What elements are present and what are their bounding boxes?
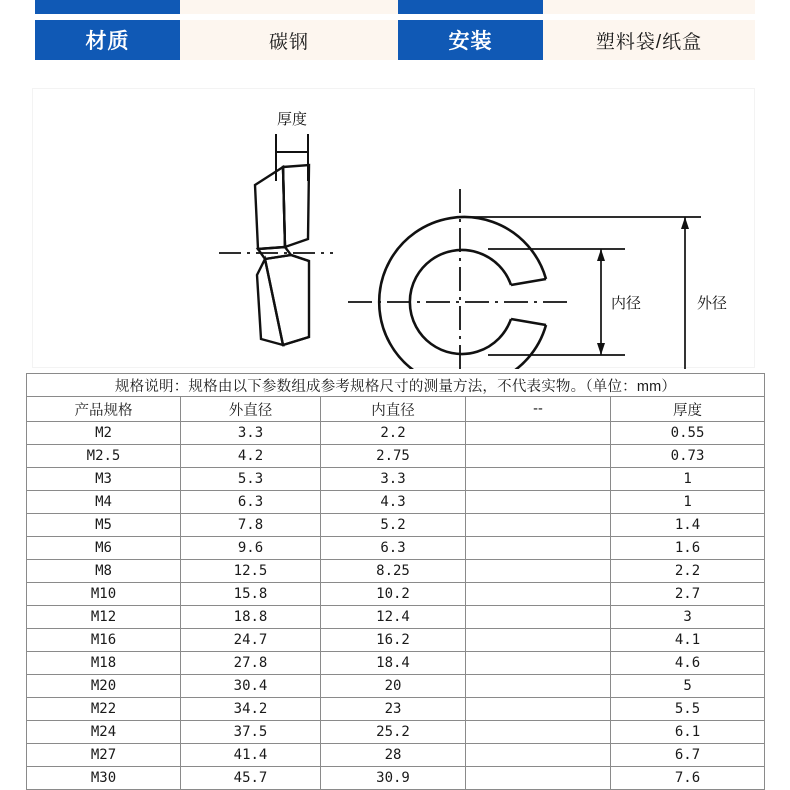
table-cell-value: 4.1 <box>611 629 765 652</box>
table-cell-value <box>466 537 611 560</box>
table-column-header: 外直径 <box>181 397 321 422</box>
spec-value-clipped-2 <box>543 0 755 14</box>
table-cell-value: 2.75 <box>321 445 466 468</box>
table-column-header: 产品规格 <box>27 397 181 422</box>
spec-row-clipped <box>35 0 755 14</box>
table-cell-value: 6.1 <box>611 721 765 744</box>
table-cell-value: 3 <box>611 606 765 629</box>
table-cell-value: 34.2 <box>181 698 321 721</box>
table-row <box>27 560 765 583</box>
spec-key-clipped-2 <box>398 0 543 14</box>
table-cell-value: 5.5 <box>611 698 765 721</box>
table-cell-value: 8.25 <box>321 560 466 583</box>
table-cell-value: 20 <box>321 675 466 698</box>
table-cell-size: M8 <box>27 560 181 583</box>
table-cell-value: 30.4 <box>181 675 321 698</box>
table-cell-size: M6 <box>27 537 181 560</box>
table-row <box>27 445 765 468</box>
table-cell-value: 1.4 <box>611 514 765 537</box>
table-row <box>27 629 765 652</box>
table-cell-value <box>466 767 611 790</box>
table-cell-value: 10.2 <box>321 583 466 606</box>
table-cell-value: 5.3 <box>181 468 321 491</box>
thickness-dimension <box>276 134 308 181</box>
spring-washer-diagram <box>33 89 756 369</box>
table-cell-value: 23 <box>321 698 466 721</box>
table-row <box>27 698 765 721</box>
table-cell-value <box>466 652 611 675</box>
table-cell-value: 5 <box>611 675 765 698</box>
table-cell-value <box>466 675 611 698</box>
table-cell-size: M27 <box>27 744 181 767</box>
table-cell-value: 4.2 <box>181 445 321 468</box>
spec-key-clipped-1 <box>35 0 180 14</box>
table-note-row <box>27 374 765 397</box>
table-cell-value: 1 <box>611 468 765 491</box>
table-cell-value: 5.2 <box>321 514 466 537</box>
table-cell-size: M22 <box>27 698 181 721</box>
spec-value-clipped-1 <box>180 0 398 14</box>
table-cell-value: 9.6 <box>181 537 321 560</box>
table-row <box>27 514 765 537</box>
spec-key-install: 安装 <box>398 20 543 60</box>
table-row <box>27 721 765 744</box>
table-cell-value: 0.73 <box>611 445 765 468</box>
table-cell-value: 0.55 <box>611 422 765 445</box>
table-cell-value: 16.2 <box>321 629 466 652</box>
table-cell-value: 2.2 <box>321 422 466 445</box>
table-cell-value: 18.8 <box>181 606 321 629</box>
table-cell-value: 18.4 <box>321 652 466 675</box>
table-cell-size: M2.5 <box>27 445 181 468</box>
table-cell-size: M4 <box>27 491 181 514</box>
washer-diagram-panel <box>32 88 755 368</box>
table-cell-value <box>466 698 611 721</box>
table-header-row <box>27 397 765 422</box>
table-cell-value: 2.7 <box>611 583 765 606</box>
table-cell-value: 7.6 <box>611 767 765 790</box>
table-cell-value: 27.8 <box>181 652 321 675</box>
table-cell-size: M20 <box>27 675 181 698</box>
table-cell-value <box>466 468 611 491</box>
outer-diameter-label: 外径 <box>697 295 728 312</box>
table-cell-size: M16 <box>27 629 181 652</box>
table-cell-value: 28 <box>321 744 466 767</box>
table-cell-value: 45.7 <box>181 767 321 790</box>
thickness-label: 厚度 <box>276 111 308 128</box>
table-cell-value <box>466 491 611 514</box>
table-cell-size: M2 <box>27 422 181 445</box>
table-row <box>27 422 765 445</box>
table-cell-value: 6.7 <box>611 744 765 767</box>
table-column-header: -- <box>466 397 611 422</box>
table-cell-size: M12 <box>27 606 181 629</box>
table-cell-size: M18 <box>27 652 181 675</box>
table-cell-value <box>466 721 611 744</box>
table-cell-value: 4.3 <box>321 491 466 514</box>
spec-banner <box>35 0 755 66</box>
table-cell-value <box>466 583 611 606</box>
table-cell-value: 4.6 <box>611 652 765 675</box>
table-cell-size: M30 <box>27 767 181 790</box>
table-row <box>27 606 765 629</box>
table-row <box>27 652 765 675</box>
table-cell-value: 24.7 <box>181 629 321 652</box>
table-cell-value: 41.4 <box>181 744 321 767</box>
table-row <box>27 675 765 698</box>
table-cell-value: 7.8 <box>181 514 321 537</box>
table-row <box>27 468 765 491</box>
table-cell-value <box>466 560 611 583</box>
washer-side-view <box>255 165 309 345</box>
table-note: 规格说明：规格由以下参数组成参考规格尺寸的测量方法，不代表实物。（单位：mm） <box>27 374 765 397</box>
table-cell-value: 37.5 <box>181 721 321 744</box>
table-cell-size: M10 <box>27 583 181 606</box>
table-cell-value: 3.3 <box>321 468 466 491</box>
washer-front-view <box>379 217 546 369</box>
table-cell-value: 1 <box>611 491 765 514</box>
table-cell-size: M24 <box>27 721 181 744</box>
table-cell-value: 12.4 <box>321 606 466 629</box>
table-cell-size: M3 <box>27 468 181 491</box>
table-cell-value: 15.8 <box>181 583 321 606</box>
table-cell-value <box>466 744 611 767</box>
inner-diameter-label: 内径 <box>611 295 642 312</box>
table-cell-value <box>466 445 611 468</box>
specification-table <box>26 373 765 790</box>
table-cell-value: 2.2 <box>611 560 765 583</box>
table-cell-value <box>466 629 611 652</box>
table-cell-value: 12.5 <box>181 560 321 583</box>
table-cell-size: M5 <box>27 514 181 537</box>
spec-value-material: 碳钢 <box>180 20 398 60</box>
table-column-header: 厚度 <box>611 397 765 422</box>
table-row <box>27 744 765 767</box>
table-cell-value: 3.3 <box>181 422 321 445</box>
table-column-header: 内直径 <box>321 397 466 422</box>
spec-key-material: 材质 <box>35 20 180 60</box>
table-row <box>27 537 765 560</box>
table-cell-value: 1.6 <box>611 537 765 560</box>
table-row <box>27 491 765 514</box>
table-cell-value <box>466 514 611 537</box>
table-cell-value: 25.2 <box>321 721 466 744</box>
outer-diameter-dimension <box>463 217 701 369</box>
table-cell-value: 6.3 <box>181 491 321 514</box>
table-cell-value: 6.3 <box>321 537 466 560</box>
spec-value-install: 塑料袋/纸盒 <box>543 20 755 60</box>
table-cell-value <box>466 606 611 629</box>
table-row <box>27 767 765 790</box>
spec-row-material-install <box>35 20 755 60</box>
table-row <box>27 583 765 606</box>
table-cell-value <box>466 422 611 445</box>
table-cell-value: 30.9 <box>321 767 466 790</box>
